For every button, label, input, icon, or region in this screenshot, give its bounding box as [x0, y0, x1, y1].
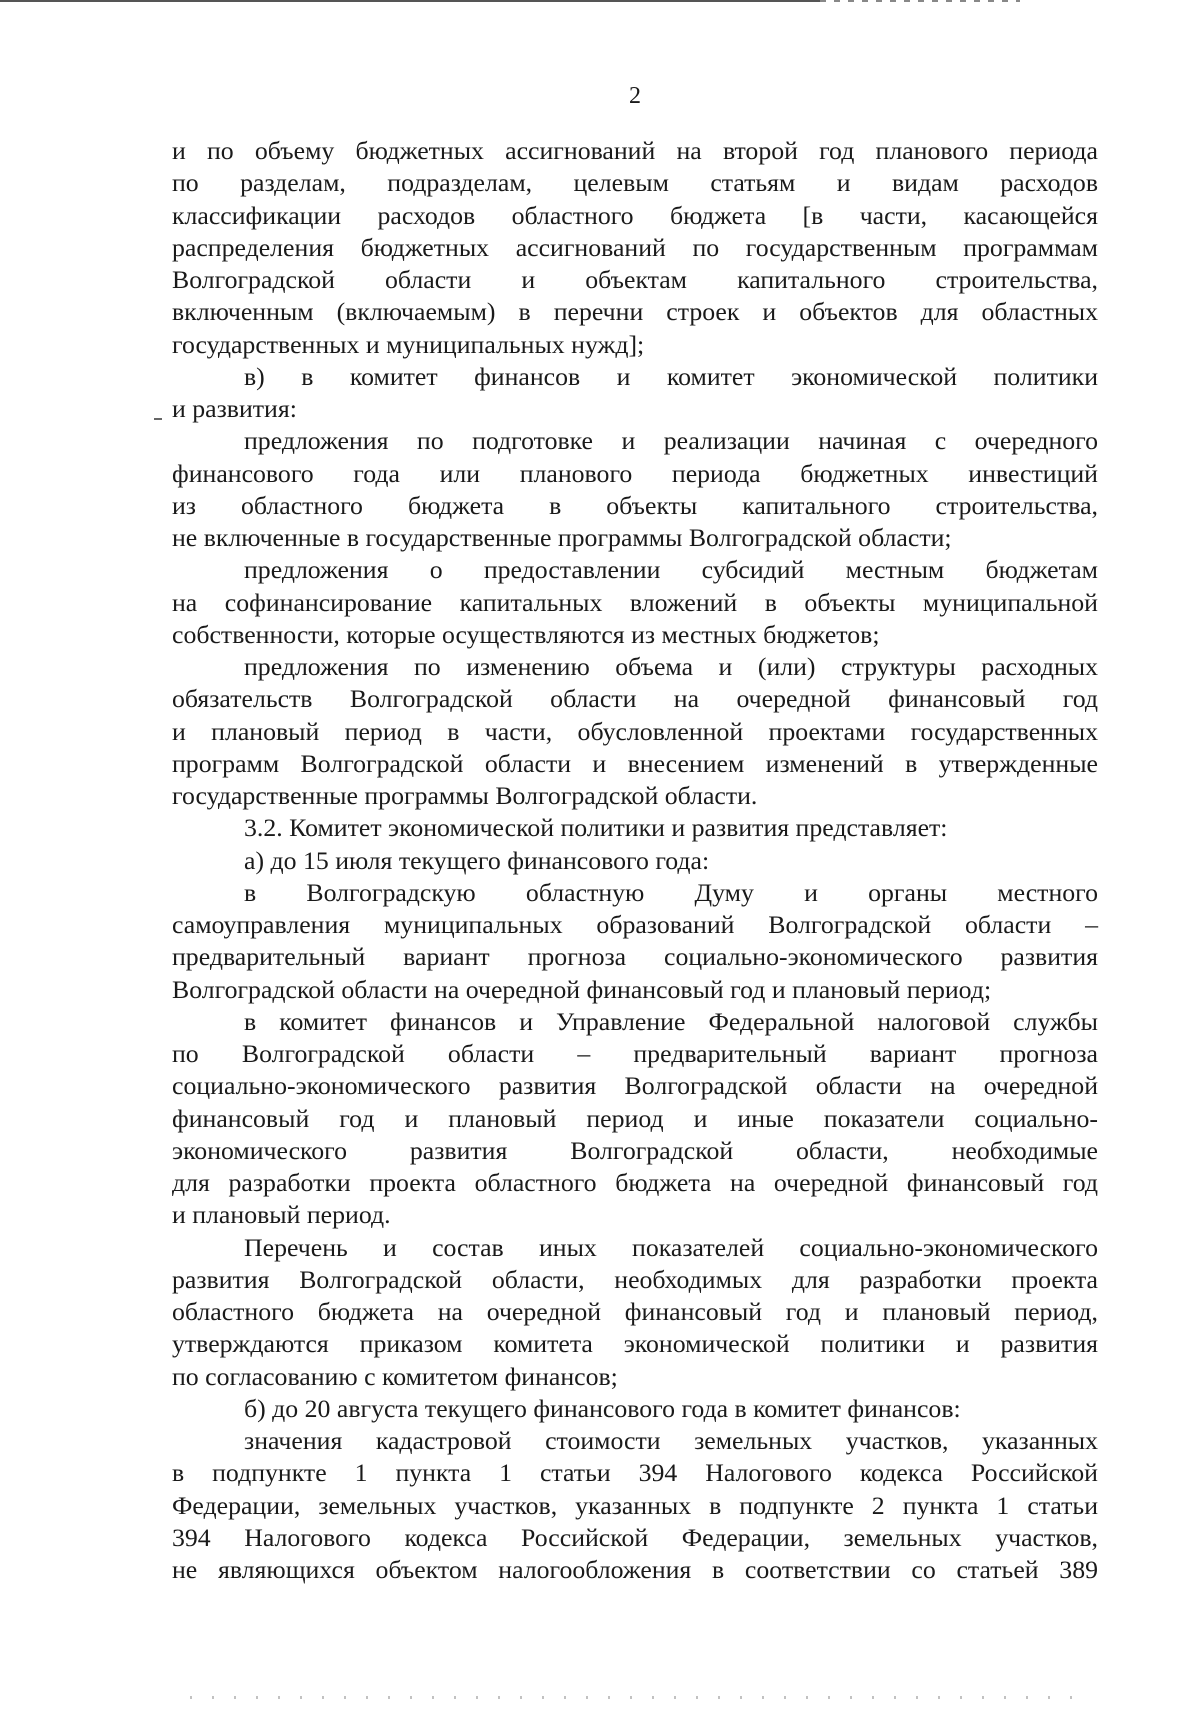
page-number: 2 — [629, 83, 641, 109]
text-line: в комитет финансов и Управление Федеральной налоговой службы — [244, 1006, 1098, 1036]
text-line: развития Волгоградской области, необходимых для разработки проекта — [172, 1264, 1098, 1294]
text-line: и плановый период. — [172, 1200, 391, 1230]
text-line: б) до 20 августа текущего финансового года в комитет финансов: — [244, 1393, 961, 1423]
text-line: предложения по изменению объема и (или) структуры расходных — [244, 652, 1098, 681]
text-line: предложения о предоставлении субсидий местным бюджетам — [244, 555, 1098, 585]
text-line: социально-экономического развития Волгоградской области на очередной — [172, 1071, 1098, 1101]
text-line: Волгоградской области на очередной финансовый год и плановый период; — [172, 974, 992, 1004]
scan-edge-top — [0, 0, 820, 2]
scan-edge-bottom — [190, 1696, 1090, 1699]
text-line: не включенные в государственные программы Волгоградской области; — [172, 523, 952, 552]
text-line: а) до 15 июля текущего финансового года: — [244, 845, 710, 875]
text-line: в Волгоградскую областную Думу и органы местного — [244, 877, 1098, 907]
text-line: программ Волгоградской области и внесением изменений в утвержденные — [172, 748, 1098, 778]
text-line: финансовый год и плановый период и иные показатели социально- — [172, 1103, 1098, 1133]
text-line: по Волгоградской области – предварительный вариант прогноза — [172, 1039, 1098, 1068]
text-line: 3.2. Комитет экономической политики и развития представляет: — [244, 813, 948, 843]
text-line: классификации расходов областного бюджета [в части, касающейся — [172, 200, 1098, 230]
text-line: в подпункте 1 пункта 1 статьи 394 Налогового кодекса Российской — [172, 1458, 1098, 1488]
text-line: экономического развития Волгоградской области, необходимые — [172, 1135, 1098, 1165]
margin-mark — [154, 418, 162, 420]
text-line: государственных и муниципальных нужд]; — [172, 329, 645, 359]
text-line: и развития: — [172, 394, 297, 423]
text-line: из областного бюджета в объекты капитального строительства, — [172, 490, 1098, 520]
text-line: предварительный вариант прогноза социально-экономического развития — [172, 942, 1098, 972]
text-line: предложения по подготовке и реализации начиная с очередного — [244, 426, 1098, 456]
text-line: Волгоградской области и объектам капитального строительства, — [172, 265, 1098, 294]
text-line: в) в комитет финансов и комитет экономической политики — [244, 361, 1098, 391]
text-line: финансового года или планового периода бюджетных инвестиций — [172, 458, 1098, 488]
text-line: областного бюджета на очередной финансовый год и плановый период, — [172, 1297, 1098, 1326]
text-line: утверждаются приказом комитета экономической политики и развития — [172, 1329, 1098, 1359]
text-line: Федерации, земельных участков, указанных в подпункте 2 пункта 1 статьи — [172, 1490, 1098, 1520]
text-line: самоуправления муниципальных образований Волгоградской области – — [172, 910, 1098, 939]
text-line: включенным (включаемым) в перечни строек и объектов для областных — [172, 297, 1098, 327]
text-line: государственные программы Волгоградской области. — [172, 781, 758, 810]
document-body — [172, 135, 1098, 1586]
text-line: и плановый период в части, обусловленной проектами государственных — [172, 716, 1098, 746]
text-line: для разработки проекта областного бюджета на очередной финансовый год — [172, 1168, 1098, 1197]
text-line: не являющихся объектом налогообложения в соответствии со статьей 389 — [172, 1555, 1098, 1584]
text-line: 394 Налогового кодекса Российской Федерации, земельных участков, — [172, 1522, 1098, 1552]
text-line: распределения бюджетных ассигнований по государственным программам — [172, 232, 1098, 262]
text-line: по разделам, подразделам, целевым статьям и видам расходов — [172, 168, 1098, 198]
text-line: обязательств Волгоградской области на очередной финансовый год — [172, 684, 1098, 714]
text-line: значения кадастровой стоимости земельных участков, указанных — [244, 1426, 1098, 1455]
text-line: на софинансирование капитальных вложений в объекты муниципальной — [172, 587, 1098, 617]
text-line: и по объему бюджетных ассигнований на второй год планового периода — [172, 136, 1098, 165]
scan-edge-top-faint — [820, 0, 1020, 2]
text-line: собственности, которые осуществляются из местных бюджетов; — [172, 619, 880, 649]
text-line: Перечень и состав иных показателей социально-экономического — [244, 1232, 1098, 1262]
text-line: по согласованию с комитетом финансов; — [172, 1361, 618, 1391]
